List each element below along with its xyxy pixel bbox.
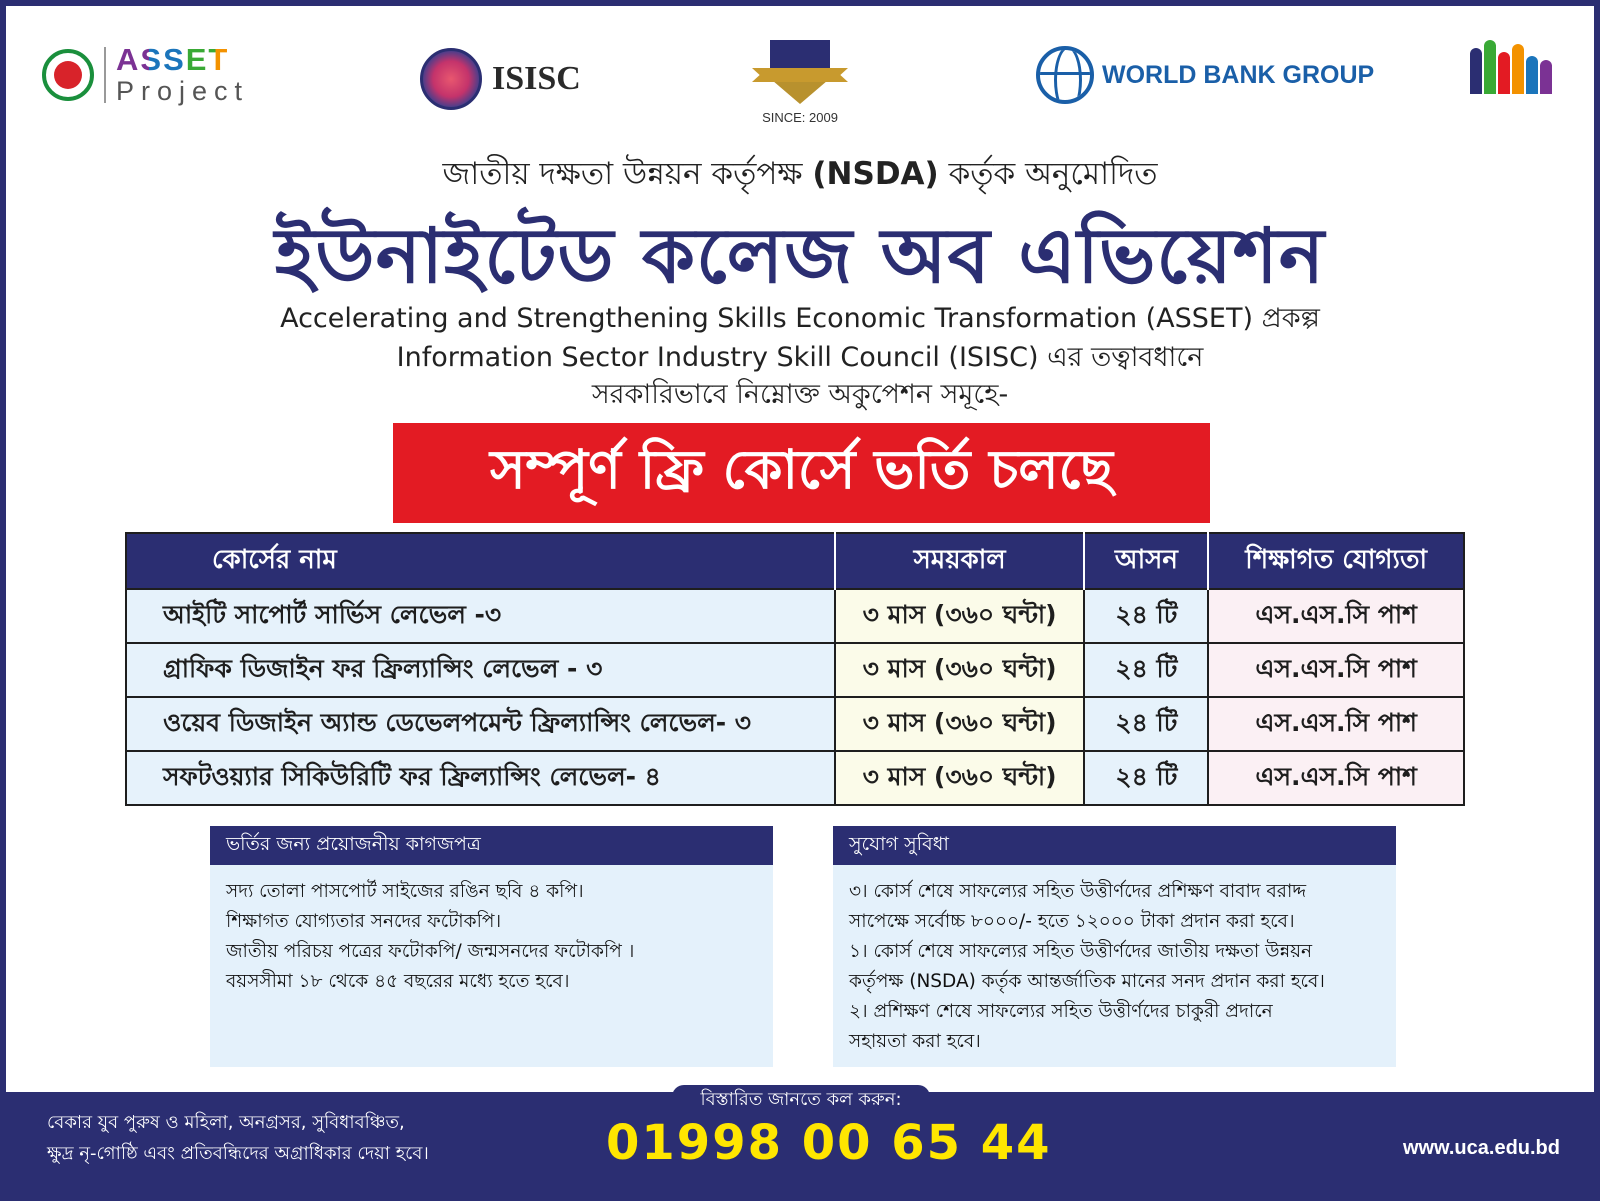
course-duration: ৩ মাস (৩৬০ ঘন্টা): [835, 643, 1085, 697]
course-table: [125, 532, 1465, 806]
website-url: www.uca.edu.bd: [1402, 1137, 1560, 1159]
world-bank-globe-icon: [1036, 46, 1094, 104]
council-line: Information Sector Industry Skill Council (ISISC) এর তত্বাবধানে: [396, 342, 1204, 373]
college-since-text: SINCE: 2009: [762, 110, 838, 125]
nsda-logo: [1470, 40, 1552, 94]
table-row: [126, 697, 1464, 751]
call-label: বিস্তারিত জানতে কল করুন:: [672, 1085, 930, 1115]
asset-logo-sub: Project: [116, 76, 250, 106]
course-name: সফটওয়্যার সিকিউরিটি ফর ফ্রিল্যান্সিং লেভেল- ৪: [126, 751, 835, 805]
col-seats: আসন: [1084, 533, 1208, 589]
approval-nsda: (NSDA): [812, 156, 939, 192]
course-seats: ২৪ টি: [1084, 751, 1208, 805]
document-item: শিক্ষাগত যোগ্যতার সনদের ফটোকপি।: [226, 911, 502, 932]
logo-divider: [104, 47, 106, 103]
course-duration: ৩ মাস (৩৬০ ঘন্টা): [835, 589, 1085, 643]
benefit-line: সাপেক্ষে সর্বোচ্চ ৮০০০/- হতে ১২০০০ টাকা প্রদান করা হবে।: [849, 911, 1295, 932]
course-seats: ২৪ টি: [1084, 589, 1208, 643]
course-name: গ্রাফিক ডিজাইন ফর ফ্রিল্যান্সিং লেভেল - ৩: [126, 643, 835, 697]
col-course-name: কোর্সের নাম: [126, 533, 835, 589]
course-duration: ৩ মাস (৩৬০ ঘন্টা): [835, 751, 1085, 805]
course-education: এস.এস.সি পাশ: [1208, 751, 1464, 805]
united-college-logo: [752, 40, 848, 125]
benefits-title: সুযোগ সুবিধা: [833, 826, 1396, 865]
isisc-logo: [420, 48, 581, 110]
priority-note: [47, 1107, 429, 1169]
college-name: ইউনাইটেড কলেজ অব এভিয়েশন: [274, 211, 1326, 300]
col-education: শিক্ষাগত যোগ্যতা: [1208, 533, 1464, 589]
table-row: [126, 643, 1464, 697]
benefit-line: ২। প্রশিক্ষণ শেষে সাফল্যের সহিত উত্তীর্ণদের চাকুরী প্রদানে: [849, 1001, 1273, 1022]
benefit-line: কর্তৃপক্ষ (NSDA) কর্তৃক আন্তর্জাতিক মানের সনদ প্রদান করা হবে।: [849, 971, 1325, 992]
benefit-line: সহায়তা করা হবে।: [849, 1031, 981, 1052]
approval-pre: জাতীয় দক্ষতা উন্নয়ন কর্তৃপক্ষ: [442, 156, 803, 192]
course-education: এস.এস.সি পাশ: [1208, 589, 1464, 643]
table-row: [126, 589, 1464, 643]
document-item: সদ্য তোলা পাসপোর্ট সাইজের রঙিন ছবি ৪ কপি।: [226, 881, 584, 902]
priority-line-1: বেকার যুব পুরুষ ও মহিলা, অনগ্রসর, সুবিধাবঞ্চিত,: [47, 1112, 405, 1133]
course-name: আইটি সাপোর্ট সার্ভিস লেভেল -৩: [126, 589, 835, 643]
benefits-box: [833, 826, 1396, 1067]
occupation-line: সরকারিভাবে নিম্নোক্ত অকুপেশন সমূহে-: [591, 379, 1009, 410]
course-education: এস.এস.সি পাশ: [1208, 643, 1464, 697]
course-duration: ৩ মাস (৩৬০ ঘন্টা): [835, 697, 1085, 751]
priority-line-2: ক্ষুদ্র নৃ-গোষ্ঠি এবং প্রতিবন্ধিদের অগ্রাধিকার দেয়া হবে।: [47, 1143, 429, 1164]
course-seats: ২৪ টি: [1084, 697, 1208, 751]
course-seats: ২৪ টি: [1084, 643, 1208, 697]
required-documents-box: [210, 826, 773, 1067]
isisc-badge-icon: [420, 48, 482, 110]
phone-number: 01998 00 65 44: [606, 1115, 1052, 1171]
approval-post: কর্তৃক অনুমোদিত: [948, 156, 1158, 192]
nsda-people-icon: [1470, 40, 1552, 94]
bangladesh-govt-seal-icon: [42, 49, 94, 101]
project-line: Accelerating and Strengthening Skills Economic Transformation (ASSET) প্রকল্প: [280, 303, 1320, 334]
approval-line: [0, 150, 1600, 202]
document-item: জাতীয় পরিচয় পত্রের ফটোকপি/ জন্মসনদের ফটোকপি ।: [226, 941, 635, 962]
document-item: বয়সসীমা ১৮ থেকে ৪৫ বছরের মধ্যে হতে হবে।: [226, 971, 570, 992]
col-duration: সময়কাল: [835, 533, 1085, 589]
world-bank-logo: [1036, 46, 1374, 104]
college-shield-icon: [752, 40, 848, 104]
benefit-line: ১। কোর্স শেষে সাফল্যের সহিত উত্তীর্ণদের জাতীয় দক্ষতা উন্নয়ন: [849, 941, 1313, 962]
required-documents-title: ভর্তির জন্য প্রয়োজনীয় কাগজপত্র: [210, 826, 773, 865]
world-bank-text: WORLD BANK GROUP: [1102, 60, 1375, 89]
table-header-row: [126, 533, 1464, 589]
asset-project-logo: [42, 44, 249, 105]
benefit-line: ৩। কোর্স শেষে সাফল্যের সহিত উত্তীর্ণদের প্রশিক্ষণ বাবাদ বরাদ্দ: [849, 881, 1307, 902]
table-row: [126, 751, 1464, 805]
course-education: এস.এস.সি পাশ: [1208, 697, 1464, 751]
isisc-logo-text: ISISC: [492, 60, 581, 97]
free-admission-banner: সম্পূর্ণ ফ্রি কোর্সে ভর্তি চলছে: [393, 423, 1210, 523]
asset-logo-word: ASSET: [116, 44, 249, 75]
course-name: ওয়েব ডিজাইন অ্যান্ড ডেভেলপমেন্ট ফ্রিল্যান্সিং লেভেল- ৩: [126, 697, 835, 751]
